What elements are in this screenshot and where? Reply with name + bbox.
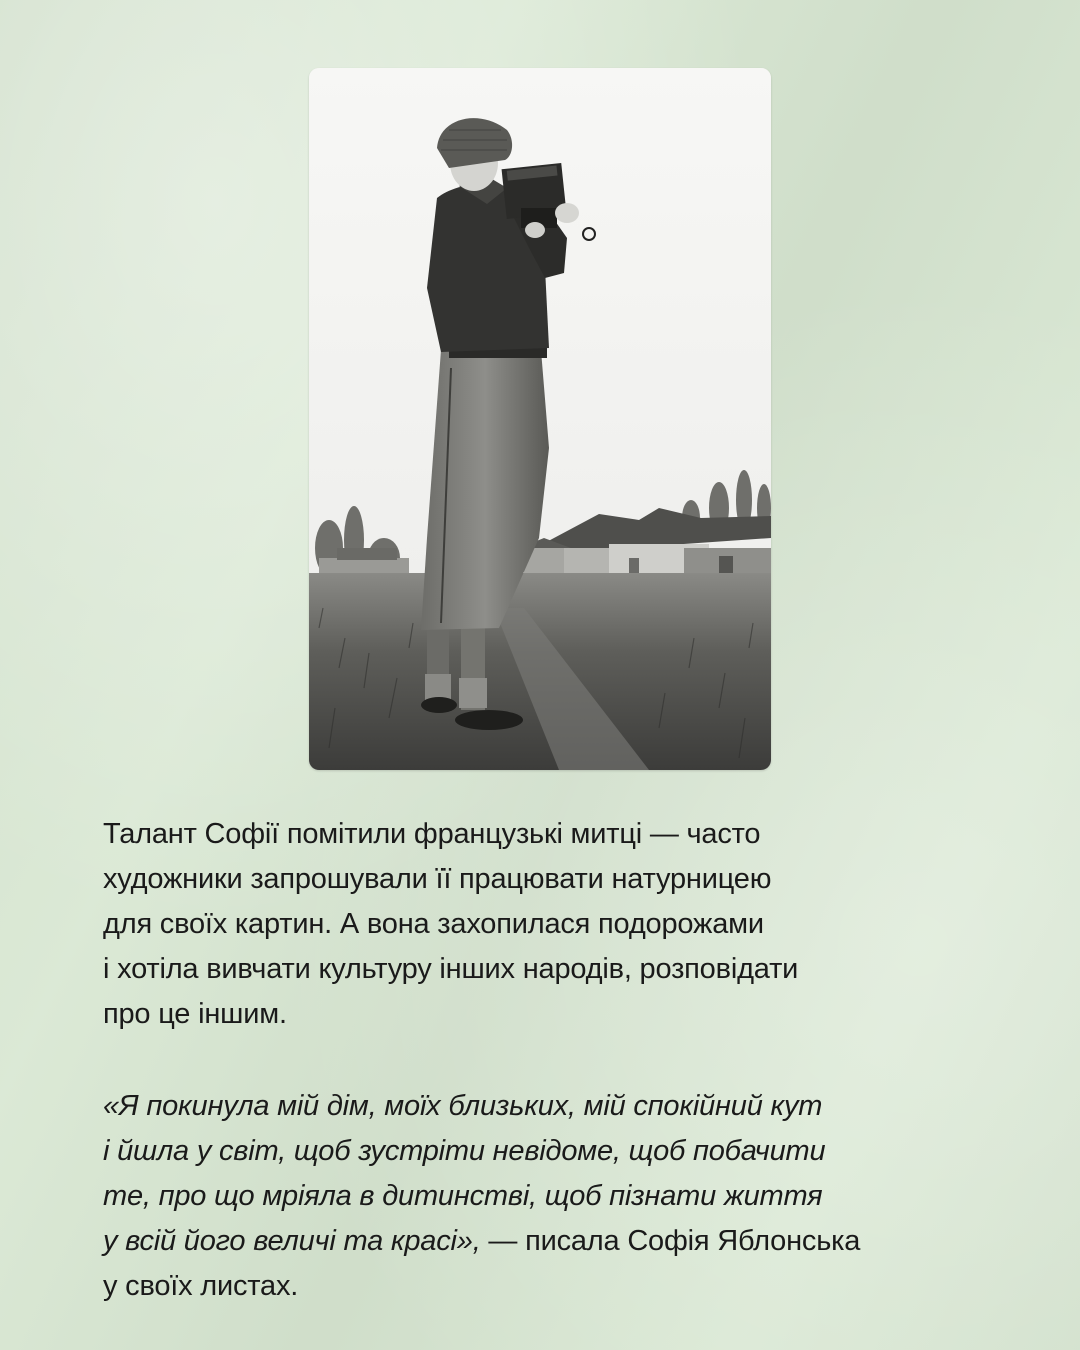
body-paragraph: Талант Софії помітили французькі митці — часто художники запрошували її працювати натурницею для своїх картин. А вона захопилася подорожами і хотіла вивчати культуру інших народів, розповідати про це іншим. — [103, 818, 799, 1030]
historical-photo — [309, 68, 771, 770]
quote-paragraph — [103, 1084, 983, 1309]
text-block — [103, 812, 983, 1338]
quote-italic-text: «Я покинула мій дім, моїх близьких, мій спокійний кут і йшла у світ, щоб зустріти невідоме, щоб побачити те, про що мріяла в дитинстві, щоб пізнати життя у всій його величі та красі», — [103, 1090, 826, 1257]
woman-with-film-camera-photo-icon — [309, 68, 771, 770]
quote-attribution: — писала Софія Яблонська у своїх листах. — [103, 1225, 861, 1302]
